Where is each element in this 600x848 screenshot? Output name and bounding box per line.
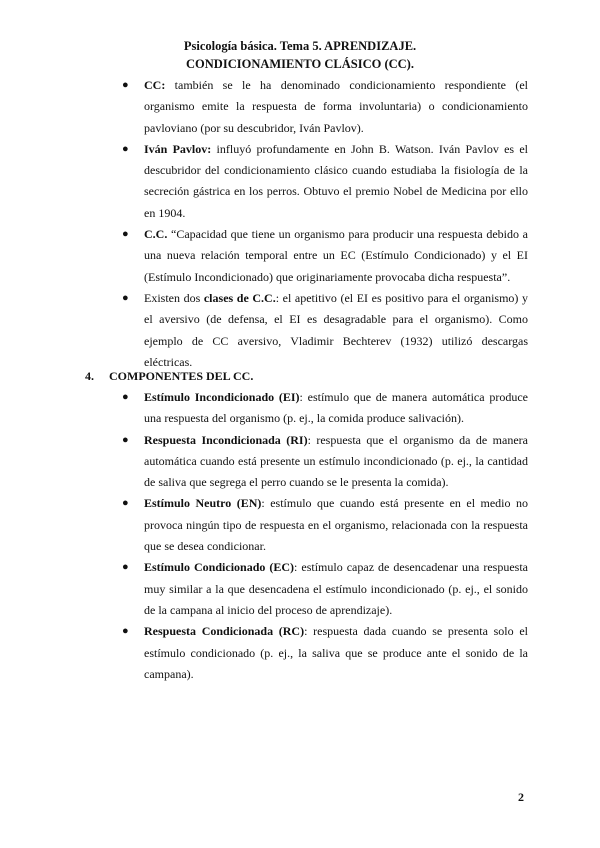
item-term: Respuesta Incondicionada (RI) [144, 432, 308, 447]
item-term: CC: [144, 78, 166, 92]
bullet-icon: ● [122, 142, 129, 155]
item-term: C.C. [144, 227, 168, 242]
item-text: : el apetitivo (el EI es positivo para el organismo) y el aversivo (de defensa, el EI es desagradable para el organismo). Como ejemplo de CC aversivo, Vladimir Bechterev (1932) utilizó descargas eléctricas. [144, 290, 528, 369]
item-text: “Capacidad que tiene un organismo para producir una respuesta debido a una nueva relación temporal entre un EC (Estímulo Condicionado) y el EI (Estímulo Incondicionado) que originariamente provocaba dicha respuesta”. [144, 227, 528, 284]
list-item [122, 621, 528, 685]
list-item [122, 224, 528, 288]
item-term: Estímulo Incondicionado (EI) [144, 390, 300, 404]
bullet-icon: ● [122, 228, 129, 241]
item-text: también se le ha denominado condicionamiento respondiente (el organismo emite la respuesta de forma involuntaria) o condicionamiento pavloviano (por su descubridor, Iván Pavlov). [144, 78, 528, 135]
bullet-icon: ● [122, 291, 129, 304]
bullet-icon: ● [122, 391, 129, 403]
item-text: : estímulo que cuando está presente en el medio no provoca ningún tipo de respuesta en el organismo, relacionada con la respuesta que se desea condicionar. [144, 496, 528, 554]
item-text: : estímulo capaz de desencadenar una respuesta muy similar a la que desencadena el estímulo incondicionado (p. ej., el sonido de la campana al inicio del proceso de aprendizaje). [144, 560, 528, 617]
item-text: : estímulo que de manera automática produce una respuesta del organismo (p. ej., la comida produce salivación). [144, 390, 528, 426]
item-term: Estímulo Condicionado (EC) [144, 560, 295, 575]
bullet-icon: ● [122, 625, 129, 638]
item-text: : respuesta dada cuando se presenta solo el estímulo condicionado (p. ej., la saliva que se produce ante el sonido de la campana). [144, 624, 528, 681]
list-item [122, 430, 528, 494]
intro-bullet-list [122, 75, 529, 373]
bullet-icon: ● [122, 79, 129, 91]
bullet-icon: ● [122, 497, 129, 510]
item-term: Respuesta Condicionada (RC) [144, 624, 305, 639]
bullet-icon: ● [122, 561, 129, 574]
item-term: Iván Pavlov: [144, 141, 212, 156]
list-item [122, 557, 528, 621]
list-item [122, 493, 528, 557]
page-number: 2 [518, 790, 524, 804]
components-bullet-list [122, 387, 528, 685]
header-subtitle: CONDICIONAMIENTO CLÁSICO (CC). [186, 57, 414, 71]
item-term: Estímulo Neutro (EN) [144, 496, 262, 511]
header-title: Psicología básica. Tema 5. APRENDIZAJE. [183, 39, 417, 53]
item-text: influyó profundamente en John B. Watson. Iván Pavlov es el descubridor del condicionamiento clásico cuando estudiaba la fisiología de la secreción gástrica en los perros. Obtuvo el premio Nobel de Medicina por ello en 1904. [144, 141, 529, 220]
list-item [122, 139, 529, 224]
section-heading [85, 366, 253, 387]
list-item [122, 387, 528, 430]
item-text: : respuesta que el organismo da de manera automática cuando está presente un estímulo incondicionado (p. ej., la cantidad de saliva que segrega el perro cuando se le presenta la comida). [144, 432, 528, 490]
item-prefix: Existen dos [144, 290, 204, 305]
document-header [0, 37, 600, 73]
section-number: 4. [85, 369, 94, 383]
item-term: clases de C.C. [203, 290, 276, 305]
list-item [122, 75, 528, 139]
bullet-icon: ● [122, 433, 129, 446]
list-item [122, 288, 528, 373]
section-title: COMPONENTES DEL CC. [109, 369, 254, 383]
